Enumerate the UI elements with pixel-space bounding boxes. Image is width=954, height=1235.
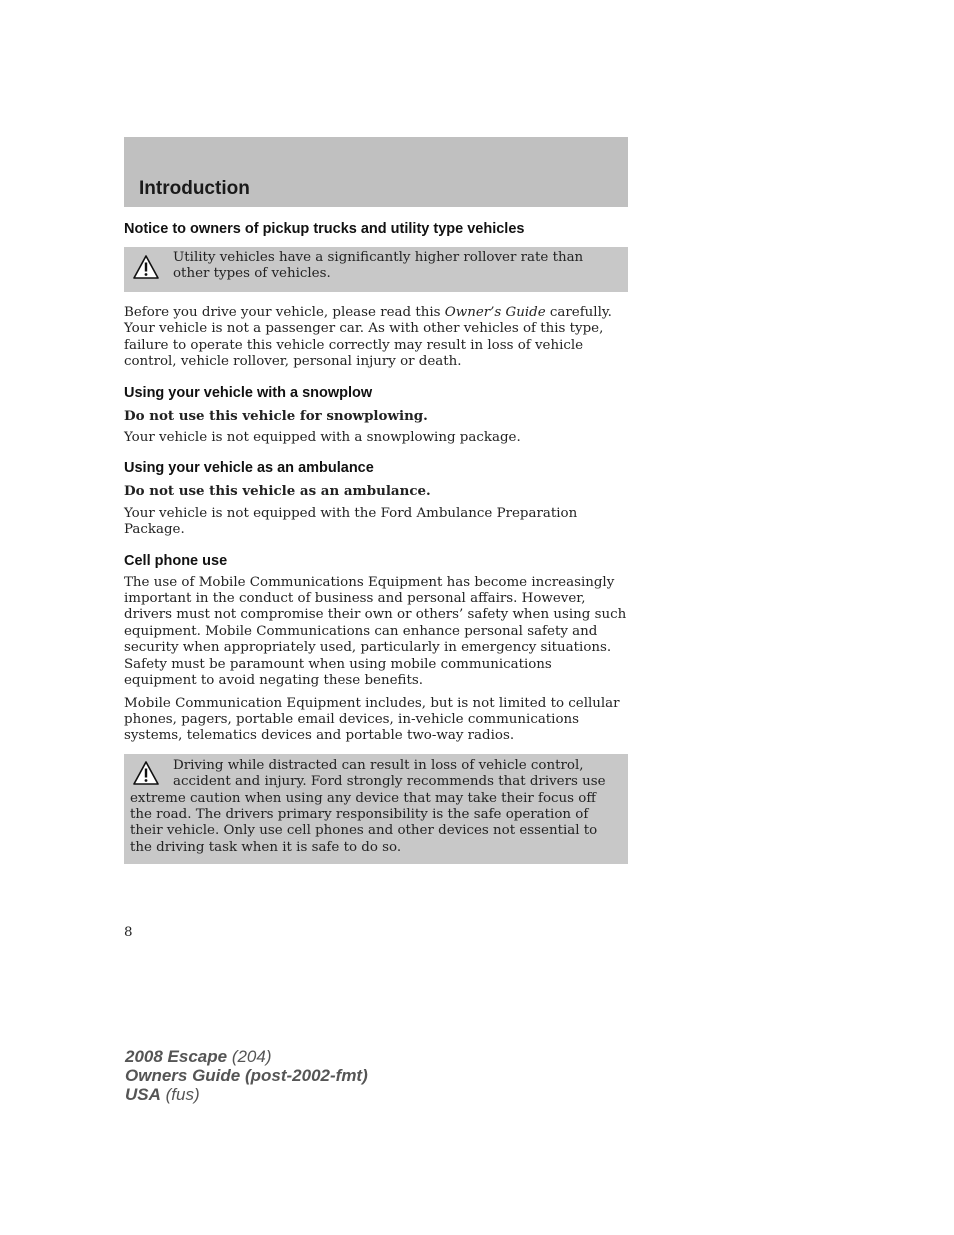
ambulance-heading: Using your vehicle as an ambulance [124,460,374,477]
rollover-warning-text: Utility vehicles have a significantly higher rollover rate than other types of vehicles. [173,250,584,282]
snowplow-body: Your vehicle is not equipped with a snowplowing package. [124,430,521,446]
distraction-warning-box [124,754,628,864]
cellphone-para-1: The use of Mobile Communications Equipment has become increasingly important in the conduct of business and personal affairs. However, drivers must not compromise their own or others’ safety when using such equipment. Mobile Communications can enhance personal safety and security when appropriately used, particularly in emergency situations. Safety must be paramount when using mobile communications equipment to avoid negating these benefits. [124,574,627,689]
section-header-band [124,137,628,207]
footer-market: USA [125,1085,161,1104]
footer-line-1 [125,1047,368,1066]
page-number: 8 [124,925,133,940]
rollover-warning-box [124,247,628,292]
distraction-warning-line-2: accident and injury. Ford strongly recommends that drivers use [173,774,606,790]
distraction-warning-rest: extreme caution when using any device that may take their focus off the road. The drivers primary responsibility is the safe operation of their vehicle. Only use cell phones and other devices not essential to the driving task when it is safe to do so. [130,790,598,855]
notice-body-end: carefully. Your vehicle is not a passenger car. As with other vehicles of this type, failure to operate this vehicle correctly may result in loss of vehicle control, vehicle rollover, personal injury or death. [124,305,612,370]
snowplow-heading: Using your vehicle with a snowplow [124,384,373,401]
cellphone-heading: Cell phone use [124,552,228,569]
owners-guide-title: Owner’s Guide [444,305,546,320]
document-footer [125,1047,368,1104]
snowplow-warning: Do not use this vehicle for snowplowing. [124,407,428,424]
warning-triangle-icon [132,254,160,280]
distraction-warning-line-1: Driving while distracted can result in loss of vehicle control, [173,757,584,773]
footer-guide-type: Owners Guide (post-2002-fmt) [125,1066,368,1085]
cellphone-para-2: Mobile Communication Equipment includes, but is not limited to cellular phones, pagers, portable email devices, in-vehicle communications systems, telematics devices and portable two-way radios. [124,695,620,744]
notice-heading: Notice to owners of pickup trucks and utility type vehicles [124,221,525,237]
ambulance-body: Your vehicle is not equipped with the Ford Ambulance Preparation Package. [124,505,578,538]
footer-model-code: (204) [227,1047,272,1066]
section-title: Introduction [139,178,250,199]
footer-model: 2008 Escape [125,1047,228,1066]
footer-line-3 [125,1085,368,1104]
footer-line-2 [125,1066,368,1085]
warning-triangle-icon [132,760,160,786]
notice-body [124,305,628,371]
ambulance-warning: Do not use this vehicle as an ambulance. [124,483,431,500]
footer-market-code: (fus) [160,1085,200,1104]
notice-body-start: Before you drive your vehicle, please read this [124,305,445,320]
page-content [124,220,628,864]
